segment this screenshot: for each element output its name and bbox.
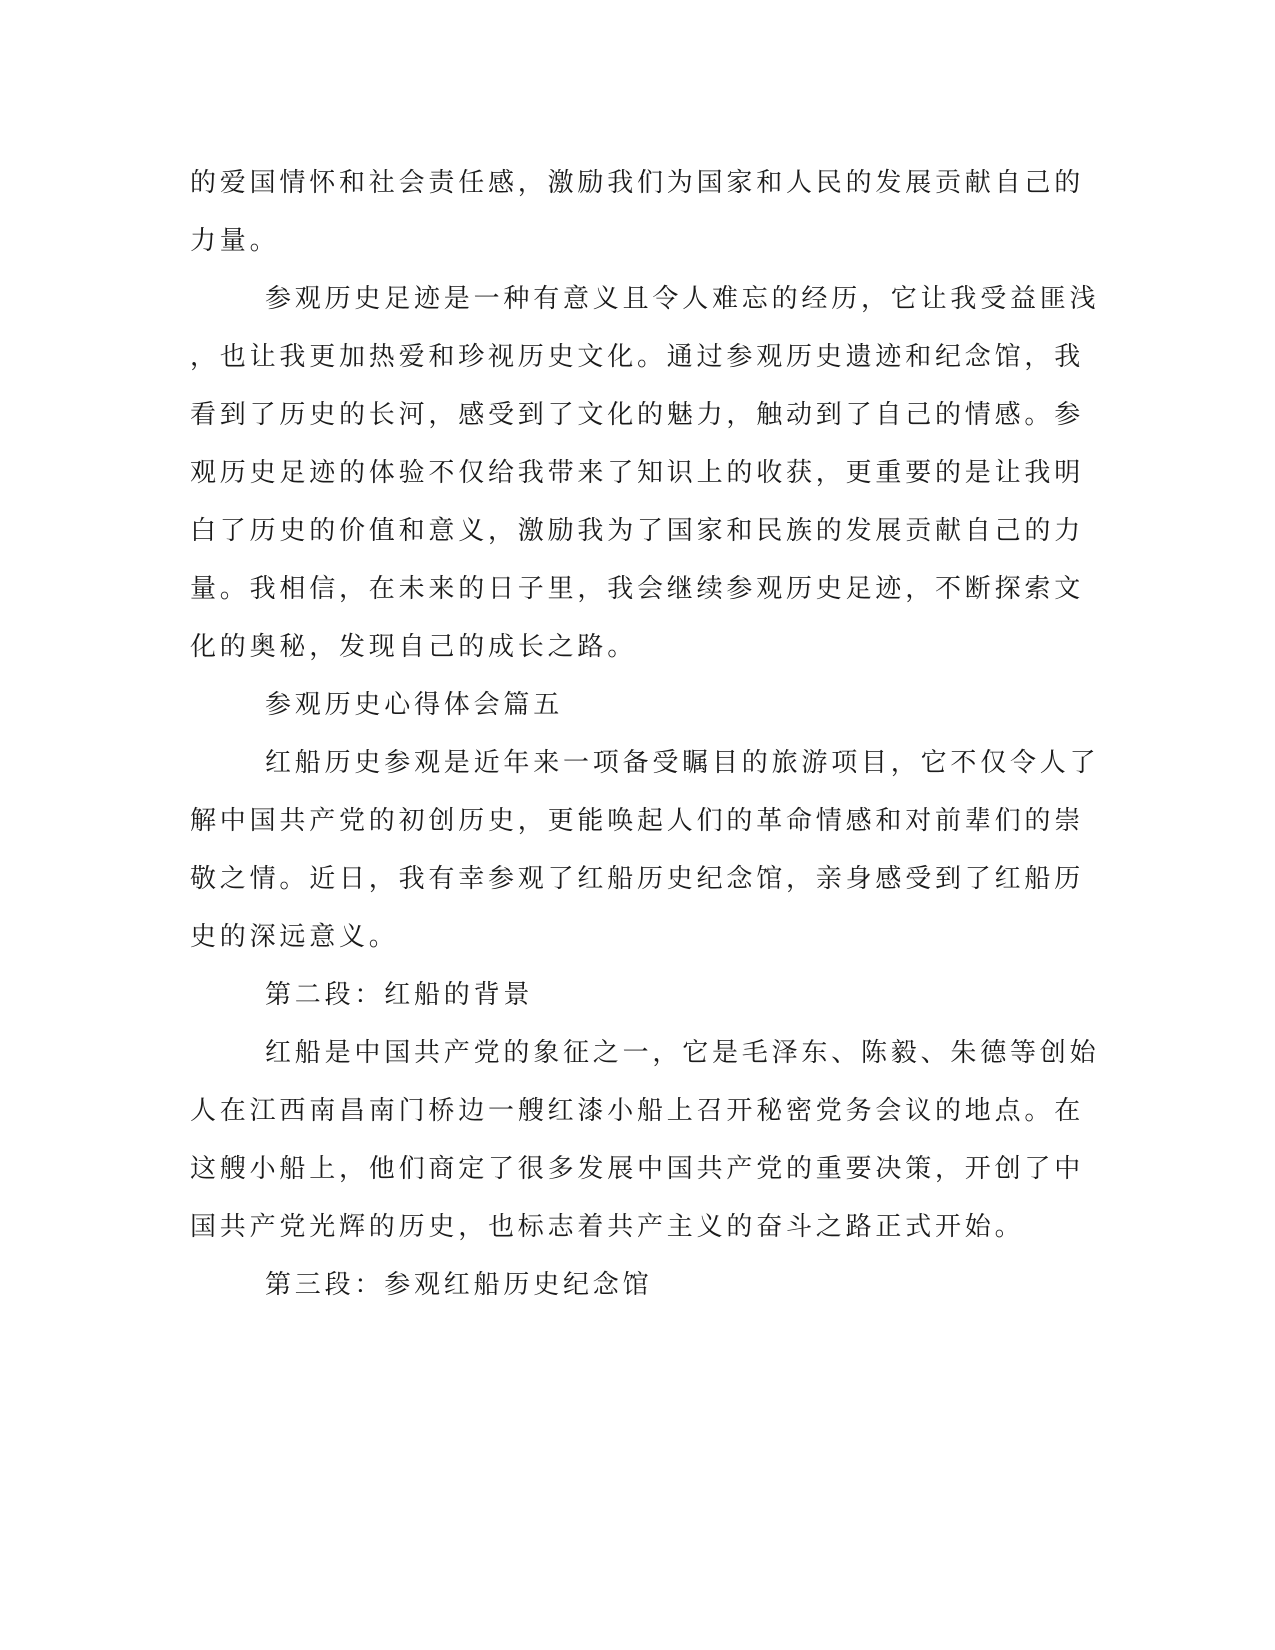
text-line: ，也让我更加热爱和珍视历史文化。通过参观历史遗迹和纪念馆，我 xyxy=(190,342,1085,372)
paragraph-first-line: 红船是中国共产党的象征之一，它是毛泽东、陈毅、朱德等创始 xyxy=(265,1038,1100,1068)
text-line: 看到了历史的长河，感受到了文化的魅力，触动到了自己的情感。参 xyxy=(190,400,1085,430)
text-line: 这艘小船上，他们商定了很多发展中国共产党的重要决策，开创了中 xyxy=(190,1154,1085,1184)
text-line: 力量。 xyxy=(190,226,280,256)
text-line: 的爱国情怀和社会责任感，激励我们为国家和人民的发展贡献自己的 xyxy=(190,168,1085,198)
section-heading: 第二段：红船的背景 xyxy=(265,980,534,1010)
text-line: 化的奥秘，发现自己的成长之路。 xyxy=(190,632,638,662)
paragraph-first-line: 红船历史参观是近年来一项备受瞩目的旅游项目，它不仅令人了 xyxy=(265,748,1100,778)
text-line: 量。我相信，在未来的日子里，我会继续参观历史足迹，不断探索文 xyxy=(190,574,1085,604)
text-line: 敬之情。近日，我有幸参观了红船历史纪念馆，亲身感受到了红船历 xyxy=(190,864,1085,894)
text-line: 国共产党光辉的历史，也标志着共产主义的奋斗之路正式开始。 xyxy=(190,1212,1025,1242)
paragraph-first-line: 参观历史足迹是一种有意义且令人难忘的经历，它让我受益匪浅 xyxy=(265,284,1100,314)
section-heading: 第三段：参观红船历史纪念馆 xyxy=(265,1270,653,1300)
section-heading: 参观历史心得体会篇五 xyxy=(265,690,564,720)
text-line: 史的深远意义。 xyxy=(190,922,399,952)
text-line: 观历史足迹的体验不仅给我带来了知识上的收获，更重要的是让我明 xyxy=(190,458,1085,488)
text-line: 解中国共产党的初创历史，更能唤起人们的革命情感和对前辈们的崇 xyxy=(190,806,1085,836)
text-line: 白了历史的价值和意义，激励我为了国家和民族的发展贡献自己的力 xyxy=(190,516,1085,546)
text-line: 人在江西南昌南门桥边一艘红漆小船上召开秘密党务会议的地点。在 xyxy=(190,1096,1085,1126)
